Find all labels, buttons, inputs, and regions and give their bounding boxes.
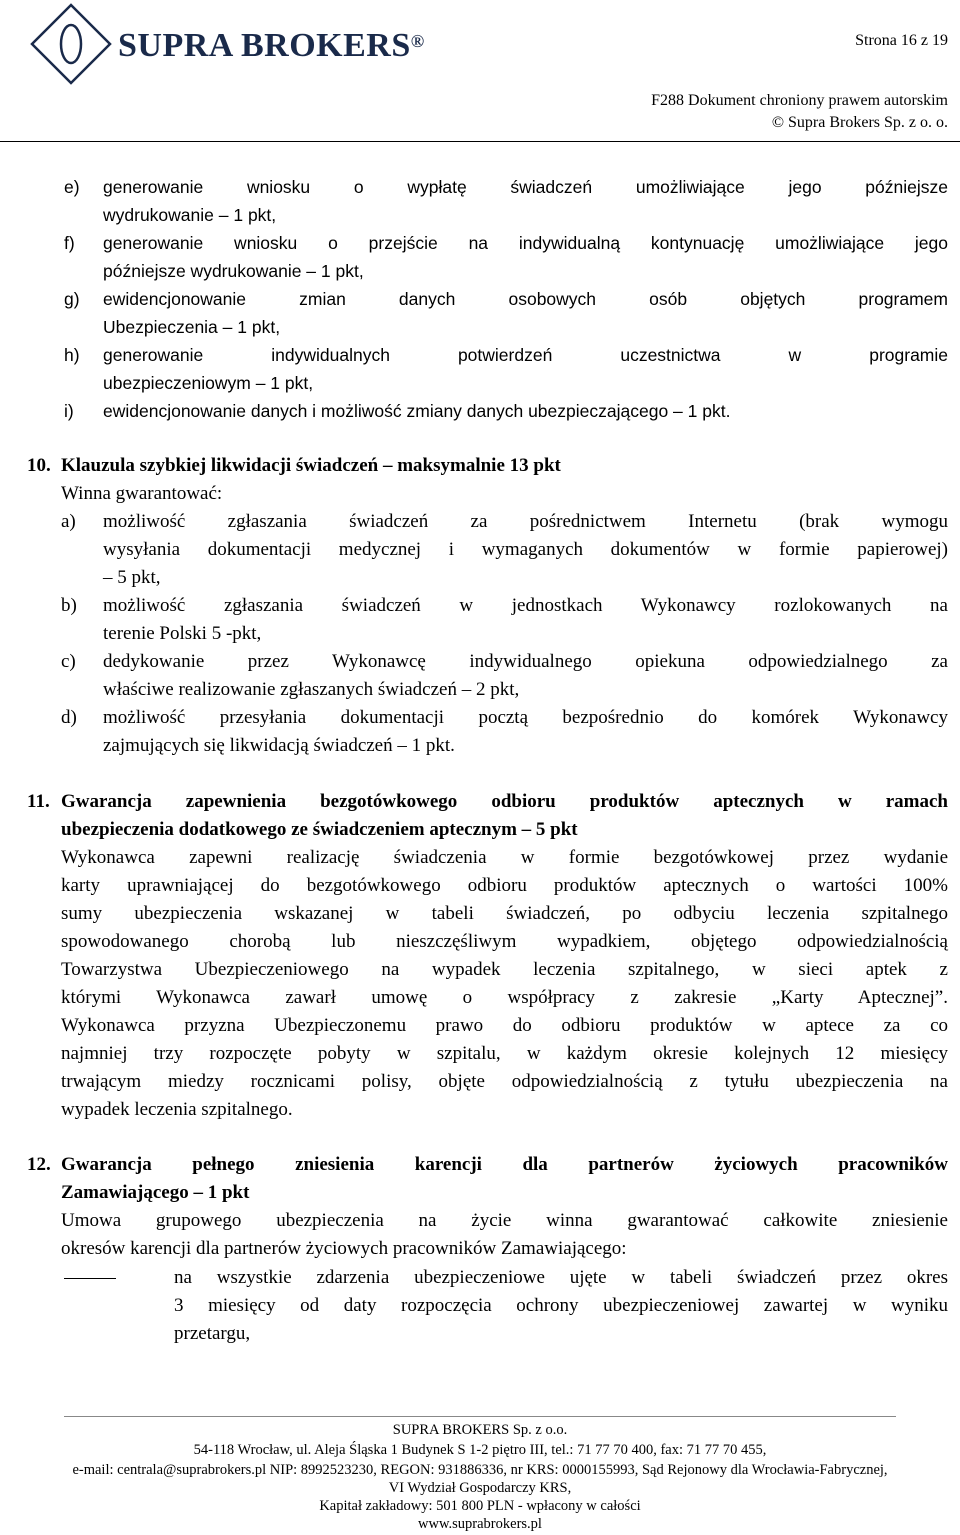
section-number: 12. [27,1154,51,1175]
paragraph-line: Wykonawca zapewni realizację świadczenia w formie bezgotówkowej przez wydanie [61,847,948,868]
list-item-line: wysyłania dokumentacji medycznej i wymaganych dokumentów w formie papierowej) [103,539,948,560]
header-divider [0,141,960,142]
paragraph-line: okresów karencji dla partnerów życiowych pracowników Zamawiającego: [61,1238,627,1259]
list-item-line: zajmujących się likwidacją świadczeń – 1 pkt. [103,735,455,756]
section-heading: ubezpieczenia dodatkowego ze świadczeniem aptecznym – 5 pkt [61,819,578,840]
paragraph-line: którymi Wykonawca zawarł umowę o współpracy z zakresie „Karty Aptecznej”. [61,987,948,1008]
page-number: Strona 16 z 19 [855,32,948,49]
list-item-line: generowanie indywidualnych potwierdzeń uczestnictwa w programie [103,345,948,365]
list-item-line: możliwość zgłaszania świadczeń w jednostkach Wykonawcy rozlokowanych na [103,595,948,616]
paragraph-line: Towarzystwa Ubezpieczeniowego na wypadek leczenia szpitalnego, w sieci aptek z [61,959,948,980]
list-item-line: generowanie wniosku o przejście na indywidualną kontynuację umożliwiające jego [103,233,948,253]
list-item-line: terenie Polski 5 -pkt, [103,623,262,644]
list-item-line: generowanie wniosku o wypłatę świadczeń umożliwiające jego późniejsze [103,177,948,197]
list-item-line: możliwość zgłaszania świadczeń za pośrednictwem Internetu (brak wymogu [103,511,948,532]
section-heading: Gwarancja zapewnienia bezgotówkowego odbioru produktów aptecznych w ramach [61,791,948,812]
list-item-label: d) [61,707,77,728]
footer-court: VI Wydział Gospodarczy KRS, [388,1480,572,1496]
footer-registration: e-mail: centrala@suprabrokers.pl NIP: 8992523230, REGON: 931886336, nr KRS: 0000155993, Sąd Rejonowy dla Wrocławia-Fabrycznej, [72,1462,888,1478]
section-heading: Zamawiającego – 1 pkt [61,1182,250,1203]
list-item-line: – 5 pkt, [103,567,161,588]
list-item-line: możliwość przesyłania dokumentacji pocztą bezpośrednio do komórek Wykonawcy [103,707,948,728]
list-item-line: Ubezpieczenia – 1 pkt, [103,317,281,337]
paragraph-line: trwającym miedzy rocznicami polisy, objęte odpowiedzialnością z tytułu ubezpieczenia na [61,1071,948,1092]
footer-website[interactable]: www.suprabrokers.pl [418,1516,542,1532]
paragraph-line: sumy ubezpieczenia wskazanej w tabeli świadczeń, po odbyciu leczenia szpitalnego [61,903,948,924]
footer-address: 54-118 Wrocław, ul. Aleja Śląska 1 Budynek S 1-2 piętro III, tel.: 71 77 70 400, fax: 71 77 70 455, [193,1442,767,1458]
list-item-line: ewidencjonowanie zmian danych osobowych osób objętych programem [103,289,948,309]
paragraph-line: spowodowanego chorobą lub nieszczęśliwym wypadkiem, objętego odpowiedzialnością [61,931,948,952]
list-item-line: właściwe realizowanie zgłaszanych świadczeń – 2 pkt, [103,679,520,700]
paragraph-line: wypadek leczenia szpitalnego. [61,1099,293,1120]
section-number: 10. [27,455,51,476]
footer-company: SUPRA BROKERS Sp. z o.o. [392,1422,568,1438]
list-item-line: dedykowanie przez Wykonawcę indywidualnego opiekuna odpowiedzialnego za [103,651,948,672]
list-item-label: b) [61,595,77,616]
paragraph-line: najmniej trzy rozpoczęte pobyty w szpitalu, w każdym okresie kolejnych 12 miesięcy [61,1043,948,1064]
list-item-line: wydrukowanie – 1 pkt, [103,205,277,225]
copyright-notice: © Supra Brokers Sp. z o. o. [771,114,948,131]
section-heading: Klauzula szybkiej likwidacji świadczeń – maksymalnie 13 pkt [61,455,561,476]
paragraph-line: karty uprawniającej do bezgotówkowego odbioru produktów aptecznych o wartości 100% [61,875,948,896]
logo-icon [30,3,112,85]
footer-capital: Kapitał zakładowy: 501 800 PLN - wpłacony w całości [319,1498,641,1514]
bullet-line: przetargu, [174,1323,251,1344]
footer-divider [64,1416,896,1417]
list-item-label: f) [64,233,75,253]
paragraph-line: Wykonawca przyzna Ubezpieczonemu prawo do odbioru produktów w aptece za co [61,1015,948,1036]
bullet-dash [64,1278,116,1279]
bullet-line: 3 miesięcy od daty rozpoczęcia ochrony ubezpieczeniowej zawartej w wyniku [174,1295,948,1316]
list-item-label: c) [61,651,76,672]
list-item-label: g) [64,289,80,309]
paragraph-line: Umowa grupowego ubezpieczenia na życie winna gwarantować całkowite zniesienie [61,1210,948,1231]
list-item-line: późniejsze wydrukowanie – 1 pkt, [103,261,364,281]
bullet-line: na wszystkie zdarzenia ubezpieczeniowe ujęte w tabeli świadczeń przez okres [174,1267,948,1288]
list-item-line: ewidencjonowanie danych i możliwość zmiany danych ubezpieczającego – 1 pkt. [103,401,731,421]
list-item-label: e) [64,177,80,197]
section-number: 11. [27,791,50,812]
list-item-label: h) [64,345,80,365]
list-item-label: a) [61,511,76,532]
brand-name: SUPRA BROKERS® [118,27,425,64]
document-title: F288 Dokument chroniony prawem autorskim [651,92,948,109]
section-intro: Winna gwarantować: [61,483,223,504]
list-item-line: ubezpieczeniowym – 1 pkt, [103,373,314,393]
section-heading: Gwarancja pełnego zniesienia karencji dla partnerów życiowych pracowników [61,1154,948,1175]
list-item-label: i) [64,401,74,421]
